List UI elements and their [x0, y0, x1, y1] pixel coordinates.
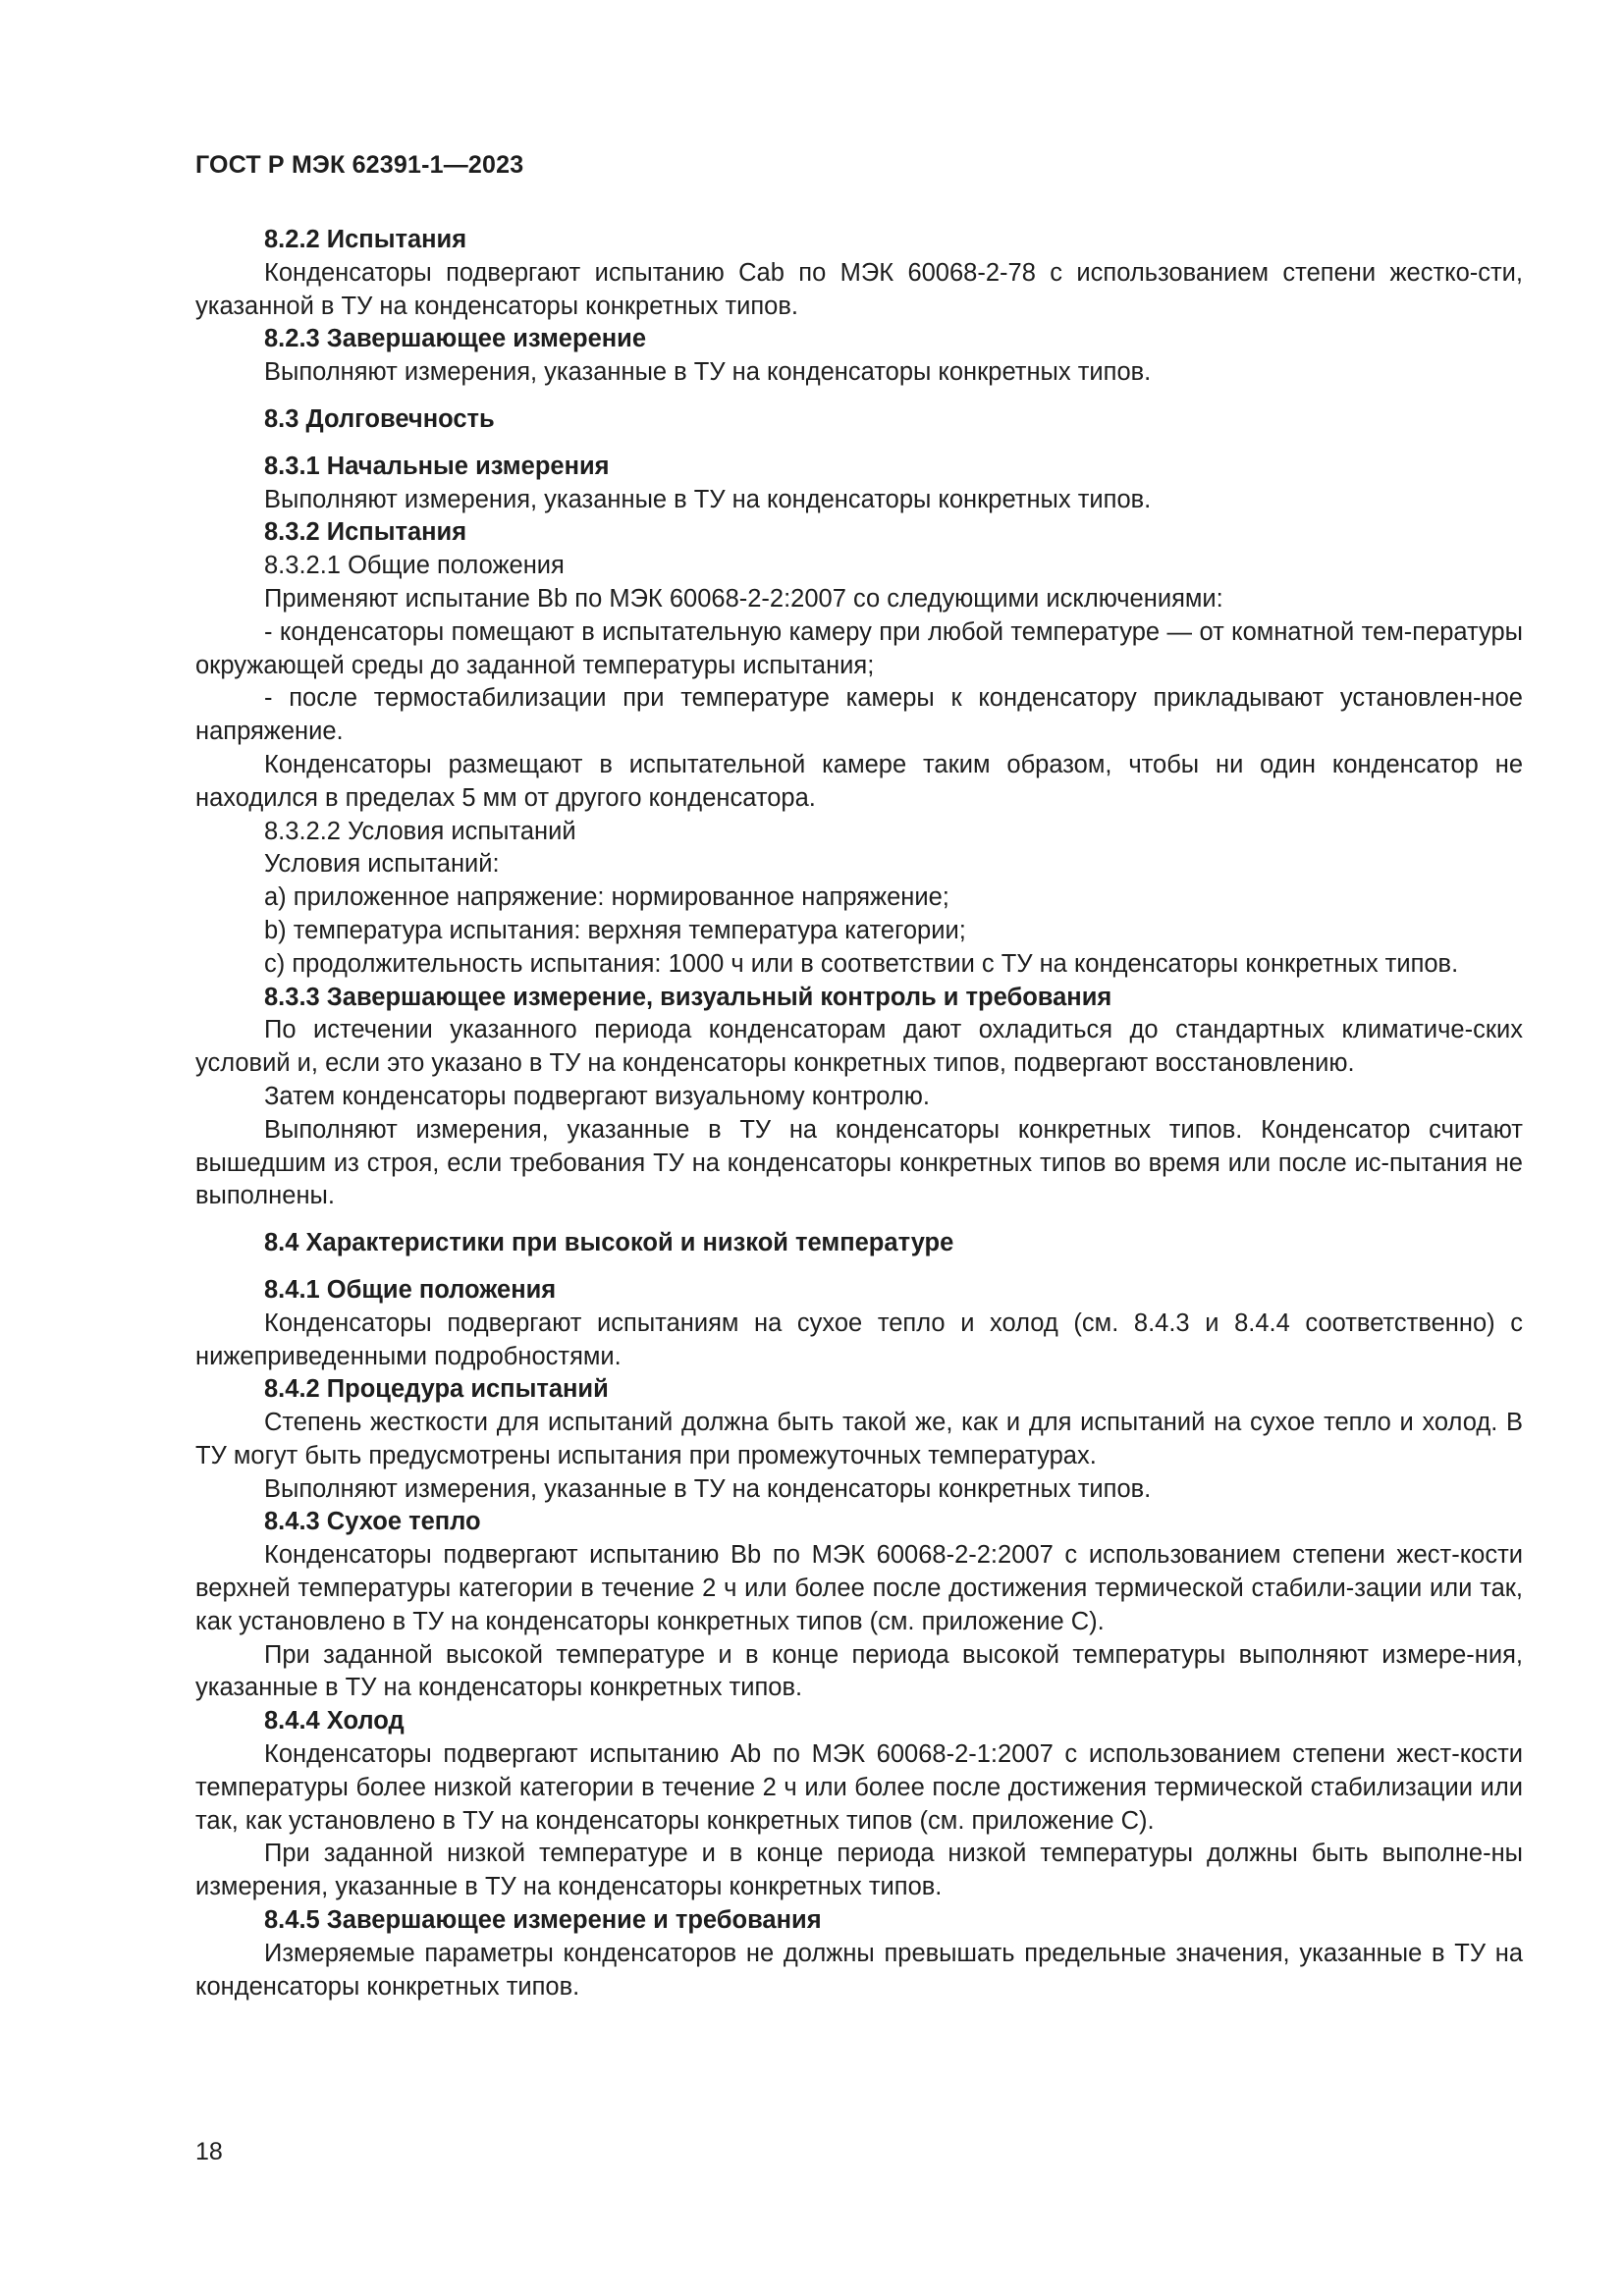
paragraph: Выполняют измерения, указанные в ТУ на конденсаторы конкретных типов.: [264, 1474, 1152, 1503]
list-item: a) приложенное напряжение: нормированное напряжение;: [264, 883, 949, 912]
section-heading: 8.4.2 Процедура испытаний: [264, 1375, 609, 1404]
subsection-heading: 8.3.2.1 Общие положения: [264, 552, 565, 580]
paragraph: Конденсаторы подвергают испытаниям на сухое тепло и холод (см. 8.4.3 и 8.4.4 соответственно) с нижеприведенными подробностями.: [195, 1308, 1523, 1370]
section-heading: 8.2.3 Завершающее измерение: [264, 325, 647, 353]
paragraph: Измеряемые параметры конденсаторов не должны превышать предельные значения, указанные в ТУ на конденсаторы конкретных типов.: [195, 1939, 1523, 2001]
paragraph: Применяют испытание Bb по МЭК 60068-2-2:2007 со следующими исключениями:: [264, 584, 1223, 613]
paragraph: Степень жесткости для испытаний должна быть такой же, как и для испытаний на сухое тепло и холод. В ТУ могут быть предусмотрены испытания при промежуточных температурах.: [195, 1409, 1523, 1469]
section-heading: 8.4.1 Общие положения: [264, 1275, 557, 1304]
page-number: 18: [195, 2138, 223, 2165]
list-item: - конденсаторы помещают в испытательную камеру при любой температуре — от комнатной тем-пературы окружающей среды до заданной температуры испытания;: [195, 617, 1523, 679]
section-heading: 8.4 Характеристики при высокой и низкой температуре: [264, 1229, 954, 1257]
section-heading: 8.3.1 Начальные измерения: [264, 452, 610, 480]
paragraph: При заданной высокой температуре и в конце периода высокой температуры выполняют измере-ния, указанные в ТУ на конденсаторы конкретных типов.: [195, 1640, 1523, 1702]
section-heading: 8.3.3 Завершающее измерение, визуальный контроль и требования: [264, 983, 1112, 1011]
section-heading: 8.2.2 Испытания: [264, 226, 467, 253]
paragraph: Конденсаторы подвергают испытанию Ab по МЭК 60068-2-1:2007 с использованием степени жест-кости температуры более низкой категории в течение 2 ч или более после достижения термической стабилизации или так, как установлено в ТУ на конденсаторы конкретных типов (см. приложение С).: [195, 1740, 1523, 1835]
paragraph: По истечении указанного периода конденсаторам дают охладиться до стандартных климатиче-ских условий и, если это указано в ТУ на конденсаторы конкретных типов, подвергают восстановлению.: [195, 1016, 1523, 1078]
section-heading: 8.3.2 Испытания: [264, 518, 467, 547]
list-item: b) температура испытания: верхняя температура категории;: [264, 916, 966, 944]
paragraph: При заданной низкой температуре и в конце периода низкой температуры должны быть выполне-ны измерения, указанные в ТУ на конденсаторы конкретных типов.: [195, 1840, 1523, 1901]
document-header: ГОСТ Р МЭК 62391-1—2023: [195, 151, 524, 179]
section-heading: 8.4.4 Холод: [264, 1707, 405, 1735]
document-body: [195, 224, 1523, 2003]
section-heading: 8.4.5 Завершающее измерение и требования: [264, 1906, 822, 1935]
list-item: - после термостабилизации при температуре камеры к конденсатору прикладывают установлен-ное напряжение.: [195, 684, 1523, 746]
section-heading: 8.3 Долговечность: [264, 404, 495, 433]
paragraph: Конденсаторы подвергают испытанию Cab по МЭК 60068-2-78 с использованием степени жестко-сти, указанной в ТУ на конденсаторы конкретных типов.: [195, 258, 1523, 320]
paragraph: Конденсаторы размещают в испытательной камере таким образом, чтобы ни один конденсатор не находился в пределах 5 мм от другого конденсатора.: [195, 750, 1523, 812]
list-item: c) продолжительность испытания: 1000 ч или в соответствии с ТУ на конденсаторы конкретных типов.: [264, 949, 1459, 978]
paragraph: Выполняют измерения, указанные в ТУ на конденсаторы конкретных типов. Конденсатор считают вышедшим из строя, если требования ТУ на конденсаторы конкретных типов во время или после ис-пытания не выполнены.: [195, 1115, 1523, 1210]
paragraph: Затем конденсаторы подвергают визуальному контролю.: [264, 1082, 930, 1110]
paragraph: Выполняют измерения, указанные в ТУ на конденсаторы конкретных типов.: [264, 358, 1152, 387]
subsection-heading: 8.3.2.2 Условия испытаний: [264, 817, 576, 845]
paragraph: Условия испытаний:: [264, 850, 500, 879]
section-heading: 8.4.3 Сухое тепло: [264, 1508, 481, 1536]
paragraph: Выполняют измерения, указанные в ТУ на конденсаторы конкретных типов.: [264, 485, 1152, 513]
paragraph: Конденсаторы подвергают испытанию Bb по МЭК 60068-2-2:2007 с использованием степени жест-кости верхней температуры категории в течение 2 ч или более после достижения термической стабили-зации или так, как установлено в ТУ на конденсаторы конкретных типов (см. приложение С).: [195, 1541, 1523, 1635]
